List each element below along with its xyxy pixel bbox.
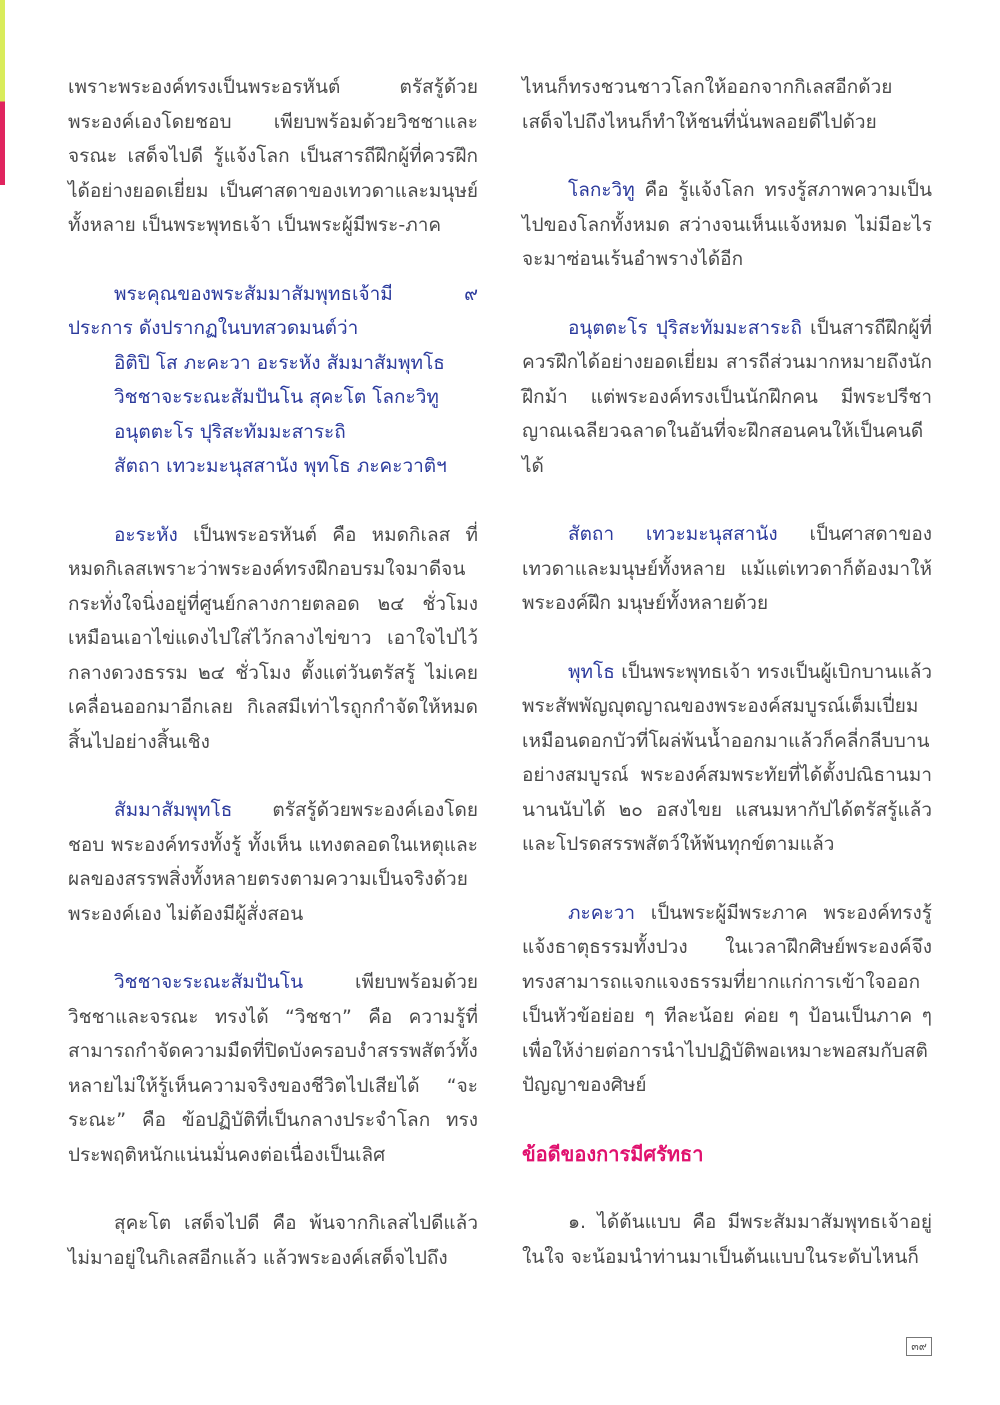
right-column: [522, 70, 932, 1274]
term-bhagava: ภะคะวา: [568, 901, 635, 924]
paragraph-benefit-1: ๑. ได้ต้นแบบ คือ มีพระสัมมาสัมพุทธเจ้าอยู่ในใจ จะน้อมนำท่านมาเป็นต้นแบบในระดับไหนก็: [522, 1211, 932, 1268]
paragraph-anuttaro: [522, 311, 932, 484]
text-buddho: เป็นพระพุทธเจ้า ทรงเป็นผู้เบิกบานแล้ว พระสัพพัญญุตญาณของพระองค์สมบูรณ์เต็มเปี่ยม เหมือนดอกบัวที่โผล่พ้นน้ำออกมาแล้วก็คลี่กลีบบานอย่างสมบูรณ์ พระองค์สมพระทัยที่ได้ตั้งปณิธานมานานนับได้ ๒๐ อสงไขย แสนมหากัปได้ตรัสรู้แล้ว และโปรดสรรพสัตว์ให้พ้นทุกข์ตามแล้ว: [522, 660, 932, 855]
term-sattha: สัตถา เทวะมะนุสสานัง: [568, 523, 778, 545]
paragraph-lokavidu: [522, 173, 932, 277]
term-araham: อะระหัง: [114, 523, 178, 546]
term-lokavidu: โลกะวิทู: [568, 179, 635, 201]
chant-verse: [68, 346, 478, 484]
paragraph-intro: เพราะพระองค์ทรงเป็นพระอรหันต์ ตรัสรู้ด้วยพระองค์เองโดยชอบ เพียบพร้อมด้วยวิชชาและจรณะ เสด็จไปดี รู้แจ้งโลก เป็นสารถีฝึกผู้ที่ควรฝึกได้อย่างยอดเยี่ยม เป็นศาสดาของเทวดาและมนุษย์ทั้งหลาย เป็นพระพุทธเจ้า เป็นพระผู้มีพระ-ภาค: [68, 76, 478, 236]
text-sammasambuddho: ตรัสรู้ด้วยพระองค์เองโดยชอบ พระองค์ทรงทั้งรู้ ทั้งเห็น แทงตลอดในเหตุและผลของสรรพสิ่งทั้งหลายตรงตามความเป็นจริงด้วยพระองค์เอง ไม่ต้องมีผู้สั่งสอน: [68, 799, 478, 925]
paragraph-vijjacarana: [68, 965, 478, 1172]
paragraph-continued: ไหนก็ทรงชวนชาวโลกให้ออกจากกิเลสอีกด้วย เสด็จไปถึงไหนก็ทำให้ชนที่นั่นพลอยดีไปด้วย: [522, 76, 893, 133]
paragraph-virtues-intro: พระคุณของพระสัมมาสัมพุทธเจ้ามี ๙ ประการ ดังปรากฏในบทสวดมนต์ว่า: [68, 282, 478, 339]
paragraph-bhagava: [522, 896, 932, 1103]
term-vijjacarana: วิชชาจะระณะสัมปันโน: [114, 971, 304, 993]
term-sammasambuddho: สัมมาสัมพุทโธ: [114, 799, 233, 821]
left-column: [68, 70, 478, 1275]
term-buddho: พุทโธ: [568, 660, 615, 683]
text-araham: เป็นพระอรหันต์ คือ หมดกิเลส ที่หมดกิเลสเพราะว่าพระองค์ทรงฝึกอบรมใจมาดีจนกระทั่งใจนิ่งอยู่ที่ศูนย์กลางกายตลอด ๒๔ ชั่วโมง เหมือนเอาไข่แดงไปใส่ไว้กลางไข่ขาว เอาใจไปไว้กลางดวงธรรม ๒๔ ชั่วโมง ตั้งแต่วันตรัสรู้ ไม่เคยเคลื่อนออกมาอีกเลย กิเลสมีเท่าไรถูกกำจัดให้หมดสิ้นไปอย่างสิ้นเชิง: [68, 523, 478, 753]
chant-line: สัตถา เทวะมะนุสสานัง พุทโธ ภะคะวาติฯ: [114, 455, 447, 477]
text-anuttaro: เป็นสารถีฝึกผู้ที่ควรฝึกได้อย่างยอดเยี่ยม สารถีส่วนมากหมายถึงนักฝึกม้า แต่พระองค์ทรงเป็นนักฝึกคน มีพระปรีชาญาณเฉลียวฉลาดในอันที่จะฝึกสอนคนให้เป็นคนดีได้: [522, 316, 932, 477]
term-anuttaro: อนุตตะโร ปุริสะทัมมะสาระถิ: [568, 316, 802, 339]
paragraph-sammasambuddho: [68, 793, 478, 931]
page-number: ๓๙: [906, 1337, 932, 1356]
chant-line: อนุตตะโร ปุริสะทัมมะสาระถิ: [114, 420, 346, 443]
paragraph-araham: [68, 518, 478, 760]
chant-line: วิชชาจะระณะสัมปันโน สุคะโต โลกะวิทู: [114, 386, 439, 408]
paragraph-sugato: สุคะโต เสด็จไปดี คือ พ้นจากกิเลสไปดีแล้ว ไม่มาอยู่ในกิเลสอีกแล้ว แล้วพระองค์เสด็จไปถึง: [68, 1212, 478, 1269]
paragraph-sattha: [522, 517, 932, 621]
text-sattha: เป็นศาสดาของเทวดาและมนุษย์ทั้งหลาย แม้แต่เทวดาก็ต้องมาให้พระองค์ฝึก มนุษย์ทั้งหลายด้วย: [522, 523, 933, 614]
paragraph-buddho: [522, 655, 932, 862]
edge-accent-bar: [0, 0, 5, 185]
section-heading: ข้อดีของการมีศรัทธา: [522, 1141, 704, 1166]
chant-line: อิติปิ โส ภะคะวา อะระหัง สัมมาสัมพุทโธ: [114, 351, 445, 374]
text-lokavidu: คือ รู้แจ้งโลก ทรงรู้สภาพความเป็นไปของโลกทั้งหมด สว่างจนเห็นแจ้งหมด ไม่มีอะไรจะมาซ่อนเร้นอำพรางได้อีก: [522, 179, 932, 270]
text-bhagava: เป็นพระผู้มีพระภาค พระองค์ทรงรู้แจ้งธาตุธรรมทั้งปวง ในเวลาฝึกศิษย์พระองค์จึงทรงสามารถแจกแจงธรรมที่ยากแก่การเข้าใจออกเป็นหัวข้อย่อย ๆ ทีละน้อย ค่อย ๆ ป้อนเป็นภาค ๆ เพื่อให้ง่ายต่อการนำไปปฏิบัติพอเหมาะพอสมกับสติปัญญาของศิษย์: [522, 901, 932, 1096]
text-vijjacarana: เพียบพร้อมด้วยวิชชาและจรณะ ทรงได้ “วิชชา” คือ ความรู้ที่สามารถกำจัดความมืดที่ปิดบังครอบงำสรรพสัตว์ทั้งหลายไม่ให้รู้เห็นความจริงของชีวิตไปเสียได้ “จะระณะ” คือ ข้อปฏิบัติที่เป็นกลางประจำโลก ทรงประพฤติหนักแน่นมั่นคงต่อเนื่องเป็นเลิศ: [68, 971, 478, 1166]
